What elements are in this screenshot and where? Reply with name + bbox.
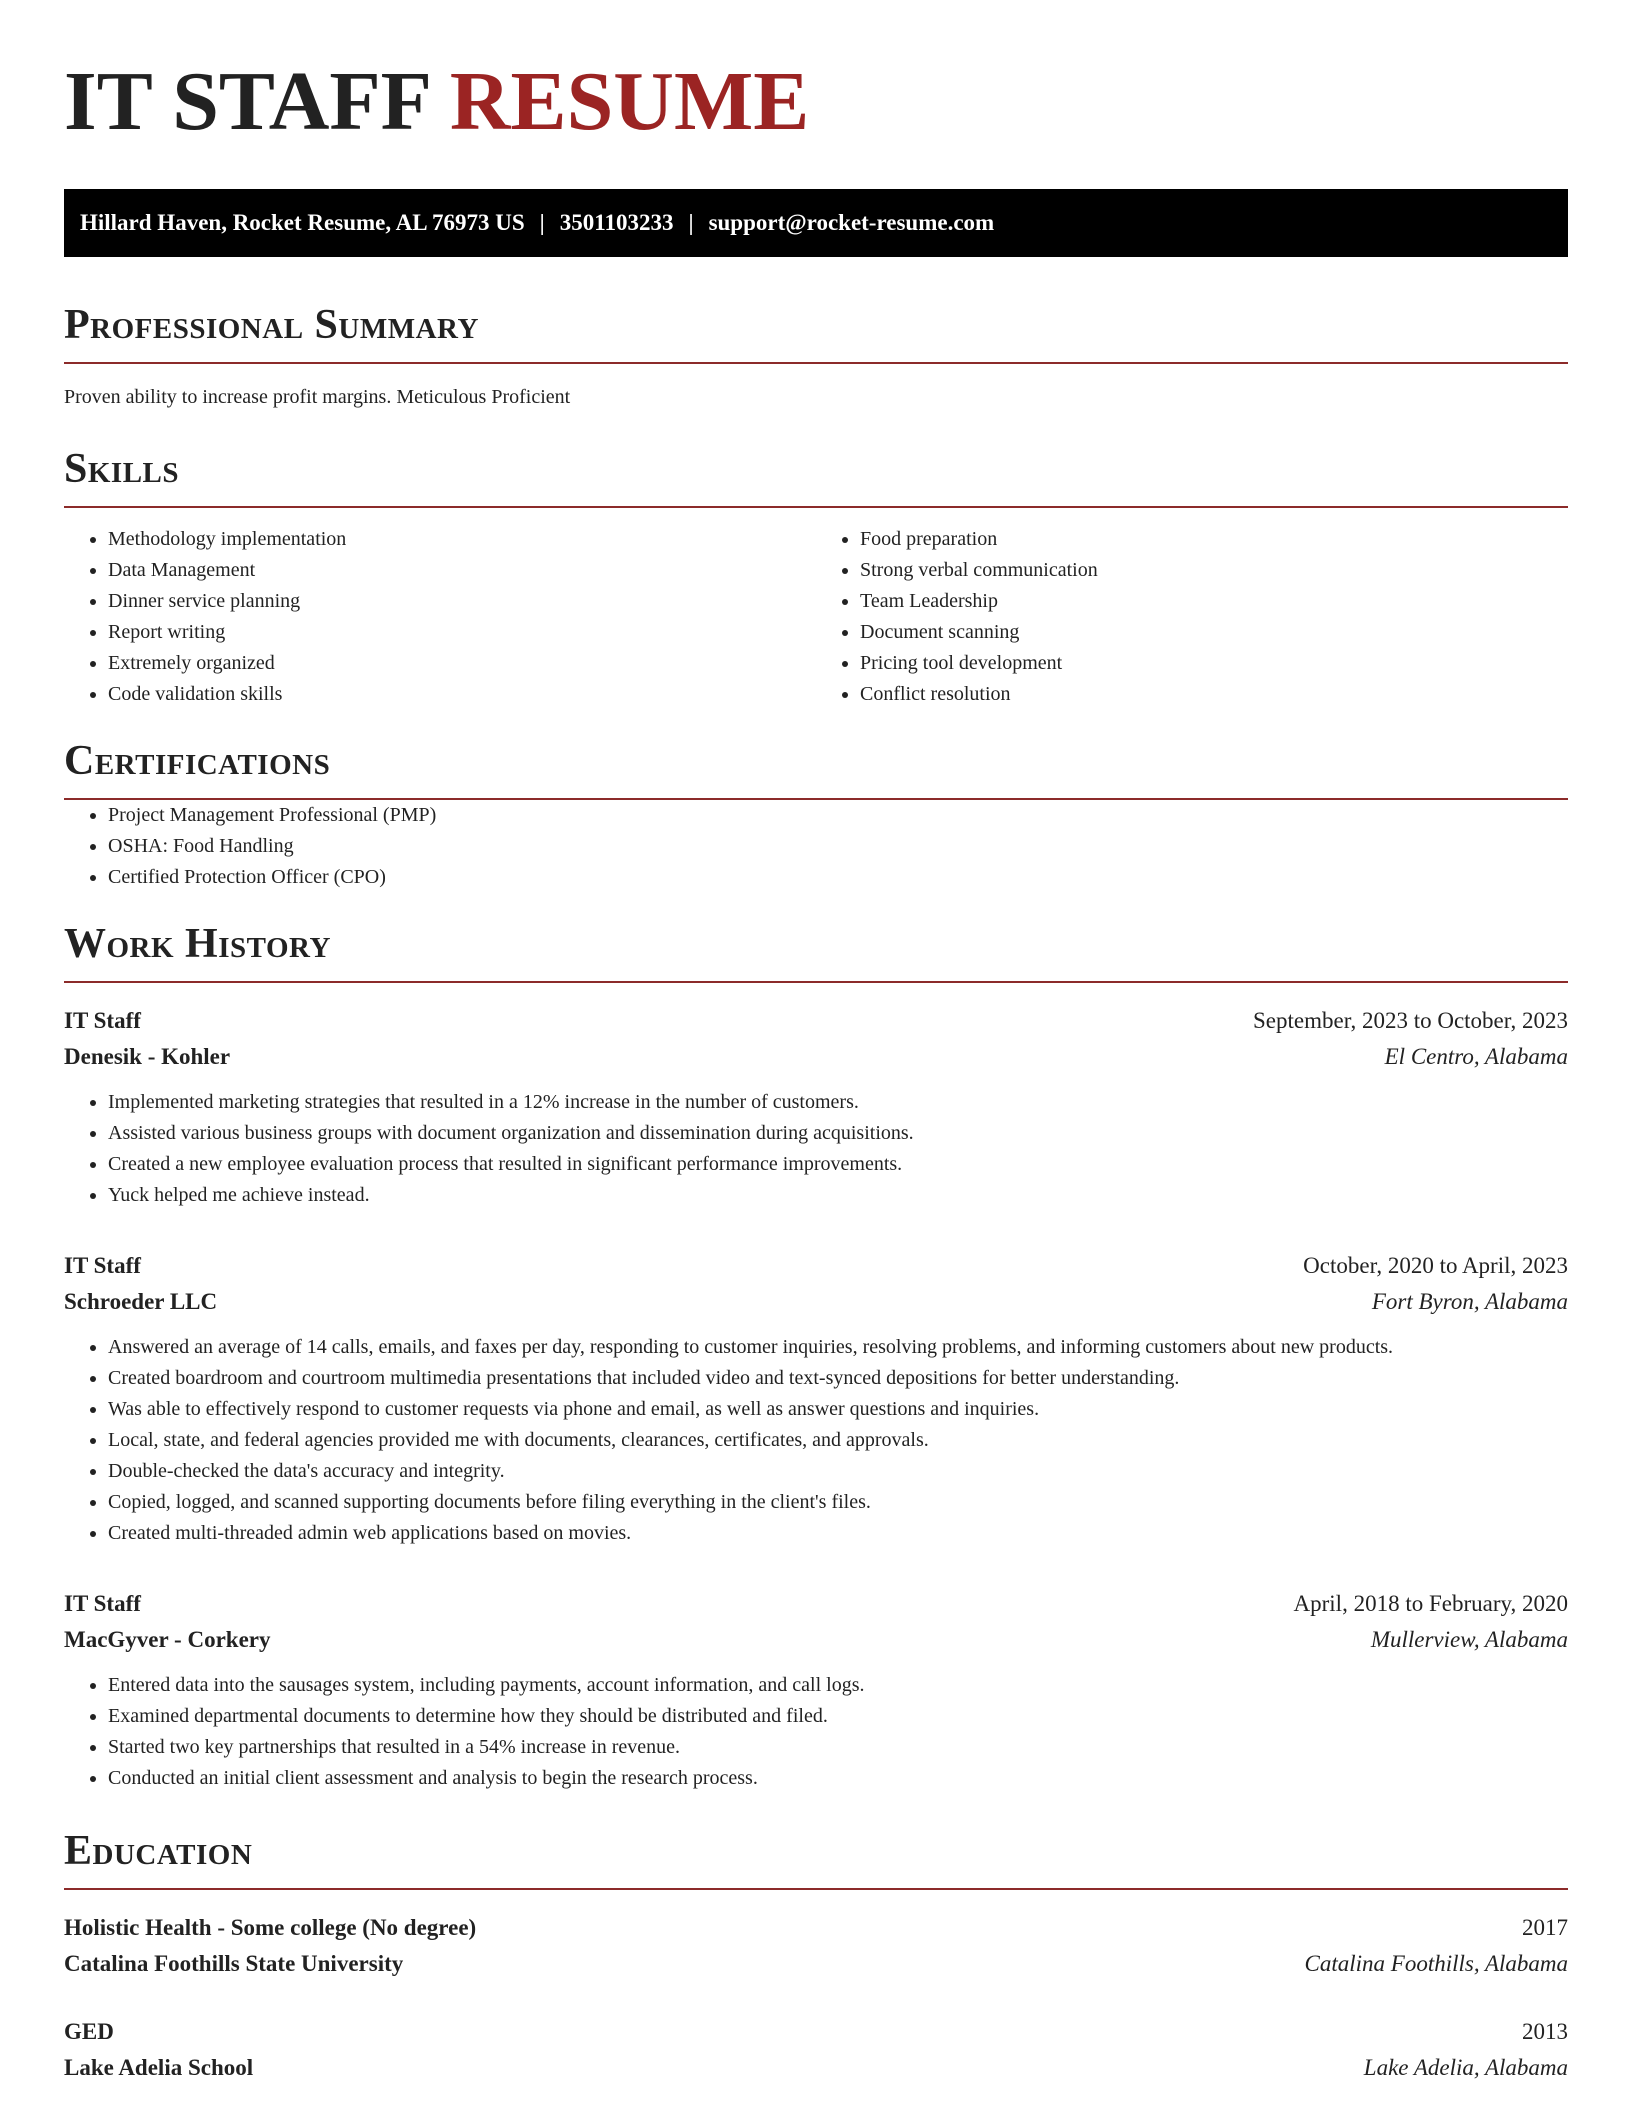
job-bullet: • Created a new employee evaluation process that resulted in significant performance improvements. — [108, 1149, 1568, 1180]
skill-item: • Document scanning — [860, 617, 1568, 648]
education-heading: Education — [64, 1830, 1568, 1890]
contact-address: Hillard Haven, Rocket Resume, AL 76973 US — [80, 210, 525, 235]
job-company: MacGyver - Corkery — [64, 1627, 271, 1652]
job-dates: April, 2018 to February, 2020 — [1293, 1591, 1568, 1616]
skill-item: • Extremely organized — [108, 648, 816, 679]
certifications-list — [64, 800, 1568, 893]
job-bullet: • Conducted an initial client assessment and analysis to begin the research process. — [108, 1763, 1568, 1794]
job-location: Mullerview, Alabama — [1370, 1627, 1568, 1652]
job-bullet: • Was able to effectively respond to customer requests via phone and email, as well as answer questions and inquiries. — [108, 1394, 1568, 1425]
job-bullets — [64, 1087, 1568, 1211]
education-degree: GED — [64, 2019, 114, 2044]
job-company-row — [64, 1284, 1568, 1320]
job-bullet: • Double-checked the data's accuracy and integrity. — [108, 1456, 1568, 1487]
skill-item: • Data Management — [108, 555, 816, 586]
certification-item: • OSHA: Food Handling — [108, 831, 1568, 862]
skill-item: • Team Leadership — [860, 586, 1568, 617]
skill-item: • Code validation skills — [108, 679, 816, 710]
education-school: Lake Adelia School — [64, 2055, 254, 2080]
contact-separator: | — [539, 210, 545, 235]
skills-heading: Skills — [64, 448, 1568, 508]
job-location: El Centro, Alabama — [1384, 1044, 1568, 1069]
job-company-row — [64, 1622, 1568, 1658]
job-dates: September, 2023 to October, 2023 — [1253, 1008, 1568, 1033]
job-bullets — [64, 1670, 1568, 1794]
job-company: Denesik - Kohler — [64, 1044, 231, 1069]
certification-item: • Project Management Professional (PMP) — [108, 800, 1568, 831]
education-school-row — [64, 2050, 1568, 2086]
education-entry — [64, 2014, 1568, 2086]
job-bullet: • Yuck helped me achieve instead. — [108, 1180, 1568, 1211]
summary-section — [64, 304, 1568, 410]
job-entry — [64, 1248, 1568, 1549]
education-entry — [64, 1910, 1568, 1982]
title-part-1: IT STAFF — [64, 55, 429, 148]
job-bullet: • Implemented marketing strategies that resulted in a 12% increase in the number of customers. — [108, 1087, 1568, 1118]
summary-text: Proven ability to increase profit margins. Meticulous Proficient — [64, 386, 571, 408]
contact-bar — [64, 189, 1568, 257]
job-entry — [64, 1586, 1568, 1794]
skill-item: • Food preparation — [860, 524, 1568, 555]
certifications-section — [64, 740, 1568, 893]
education-year: 2017 — [1522, 1915, 1568, 1940]
skill-item: • Conflict resolution — [860, 679, 1568, 710]
job-company-row — [64, 1039, 1568, 1075]
education-school: Catalina Foothills State University — [64, 1951, 404, 1976]
job-bullet: • Entered data into the sausages system, including payments, account information, and call logs. — [108, 1670, 1568, 1701]
education-location: Catalina Foothills, Alabama — [1304, 1951, 1568, 1976]
job-bullet: • Local, state, and federal agencies provided me with documents, clearances, certificates, and approvals. — [108, 1425, 1568, 1456]
job-title-row — [64, 1003, 1568, 1039]
skill-item: • Pricing tool development — [860, 648, 1568, 679]
skills-list-right — [816, 524, 1568, 710]
job-bullet: • Copied, logged, and scanned supporting documents before filing everything in the client's files. — [108, 1487, 1568, 1518]
job-bullet: • Started two key partnerships that resulted in a 54% increase in revenue. — [108, 1732, 1568, 1763]
job-dates: October, 2020 to April, 2023 — [1303, 1253, 1568, 1278]
job-title: IT Staff — [64, 1008, 141, 1033]
education-year: 2013 — [1522, 2019, 1568, 2044]
contact-phone: 3501103233 — [559, 210, 674, 235]
job-bullet: • Examined departmental documents to determine how they should be distributed and filed. — [108, 1701, 1568, 1732]
education-location: Lake Adelia, Alabama — [1363, 2055, 1568, 2080]
skills-list-left — [64, 524, 816, 710]
skill-item: • Strong verbal communication — [860, 555, 1568, 586]
education-section — [64, 1830, 1568, 2086]
summary-heading: Professional Summary — [64, 304, 1568, 364]
work-history-section — [64, 923, 1568, 1794]
contact-email: support@rocket-resume.com — [708, 210, 995, 235]
skills-section — [64, 448, 1568, 710]
title-part-2: RESUME — [449, 55, 810, 148]
job-title-row — [64, 1248, 1568, 1284]
skills-grid — [64, 524, 1568, 710]
skill-item: • Methodology implementation — [108, 524, 816, 555]
skill-item: • Report writing — [108, 617, 816, 648]
education-degree-row — [64, 1910, 1568, 1946]
job-title: IT Staff — [64, 1591, 141, 1616]
certifications-heading: Certifications — [64, 740, 1568, 800]
contact-separator: | — [688, 210, 694, 235]
certification-item: • Certified Protection Officer (CPO) — [108, 862, 1568, 893]
skill-item: • Dinner service planning — [108, 586, 816, 617]
resume-title — [64, 0, 1568, 157]
job-bullet: • Created multi-threaded admin web applications based on movies. — [108, 1518, 1568, 1549]
job-title: IT Staff — [64, 1253, 141, 1278]
job-location: Fort Byron, Alabama — [1371, 1289, 1568, 1314]
work-history-heading: Work History — [64, 923, 1568, 983]
education-degree-row — [64, 2014, 1568, 2050]
education-degree: Holistic Health - Some college (No degree) — [64, 1915, 477, 1940]
job-entry — [64, 1003, 1568, 1211]
job-bullet: • Created boardroom and courtroom multimedia presentations that included video and text-synced depositions for better understanding. — [108, 1363, 1568, 1394]
job-company: Schroeder LLC — [64, 1289, 218, 1314]
job-bullet: • Answered an average of 14 calls, emails, and faxes per day, responding to customer inquiries, resolving problems, and informing customers about new products. — [108, 1332, 1568, 1363]
job-bullet: • Assisted various business groups with document organization and dissemination during acquisitions. — [108, 1118, 1568, 1149]
job-title-row — [64, 1586, 1568, 1622]
education-school-row — [64, 1946, 1568, 1982]
job-bullets — [64, 1332, 1568, 1549]
